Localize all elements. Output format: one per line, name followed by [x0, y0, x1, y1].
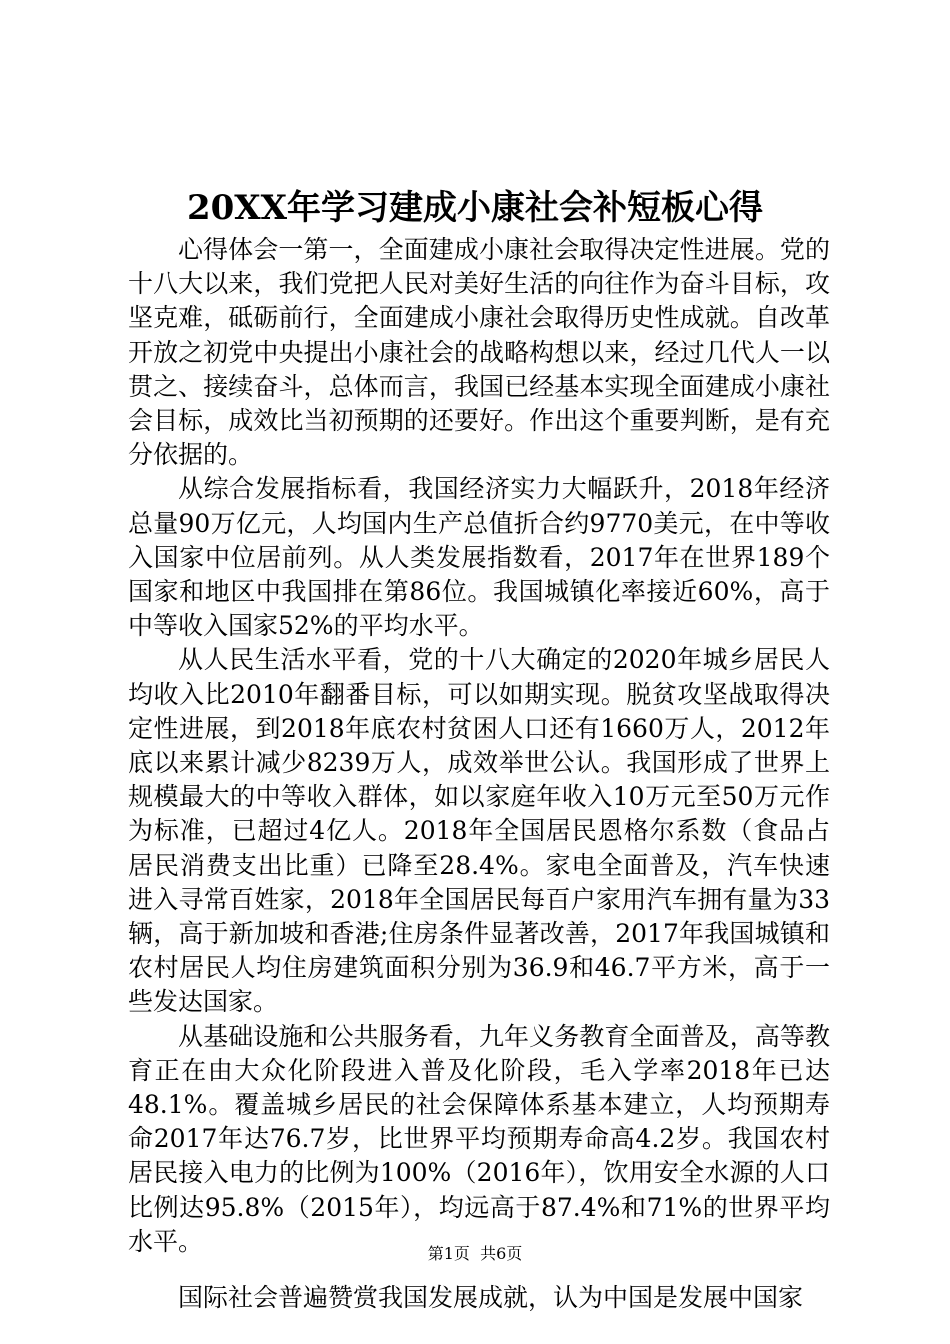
paragraph-2: 从综合发展指标看，我国经济实力大幅跃升，2018年经济总量90万亿元，人均国内生产总值折合约9770美元，在中等收入国家中位居前列。从人类发展指数看，2017年在世界189个国家和地区中我国排在第86位。我国城镇化率接近60%，高于中等收入国家52%的平均水平。: [128, 474, 830, 641]
paragraph-1: 心得体会一第一，全面建成小康社会取得决定性进展。党的十八大以来，我们党把人民对美好生活的向往作为奋斗目标，攻坚克难，砥砺前行，全面建成小康社会取得历史性成就。自改革开放之初党中央提出小康社会的战略构想以来，经过几代人一以贯之、接续奋斗，总体而言，我国已经基本实现全面建成小康社会目标，成效比当初预期的还要好。作出这个重要判断，是有充分依据的。: [128, 235, 830, 470]
page-footer: [0, 1244, 950, 1264]
document-body: [128, 233, 830, 1315]
paragraph-3: 从人民生活水平看，党的十八大确定的2020年城乡居民人均收入比2010年翻番目标，可以如期实现。脱贫攻坚战取得决定性进展，到2018年底农村贫困人口还有1660万人，2012年底以来累计减少8239万人，成效举世公认。我国形成了世界上规模最大的中等收入群体，如以家庭年收入10万元至50万元作为标准，已超过4亿人。2018年全国居民恩格尔系数（食品占居民消费支出比重）已降至28.4%。家电全面普及，汽车快速进入寻常百姓家，2018年全国居民每百户家用汽车拥有量为33辆，高于新加坡和香港;住房条件显著改善，2017年我国城镇和农村居民人均住房建筑面积分别为36.9和46.7平方米，高于一些发达国家。: [128, 645, 830, 1017]
document-title: 20XX年学习建成小康社会补短板心得: [186, 188, 764, 228]
paragraph-4: 从基础设施和公共服务看，九年义务教育全面普及，高等教育正在由大众化阶段进入普及化阶段，毛入学率2018年已达48.1%。覆盖城乡居民的社会保障体系基本建立，人均预期寿命2017年达76.7岁，比世界平均预期寿命高4.2岁。我国农村居民接入电力的比例为100%（2016年），饮用安全水源的人口比例达95.8%（2015年），均远高于87.4%和71%的世界平均水平。: [128, 1021, 830, 1256]
paragraph-5: 国际社会普遍赞赏我国发展成就，认为中国是发展中国家: [178, 1283, 804, 1313]
page-total: 共6页: [480, 1244, 523, 1263]
page-number: 第1页: [427, 1244, 470, 1263]
